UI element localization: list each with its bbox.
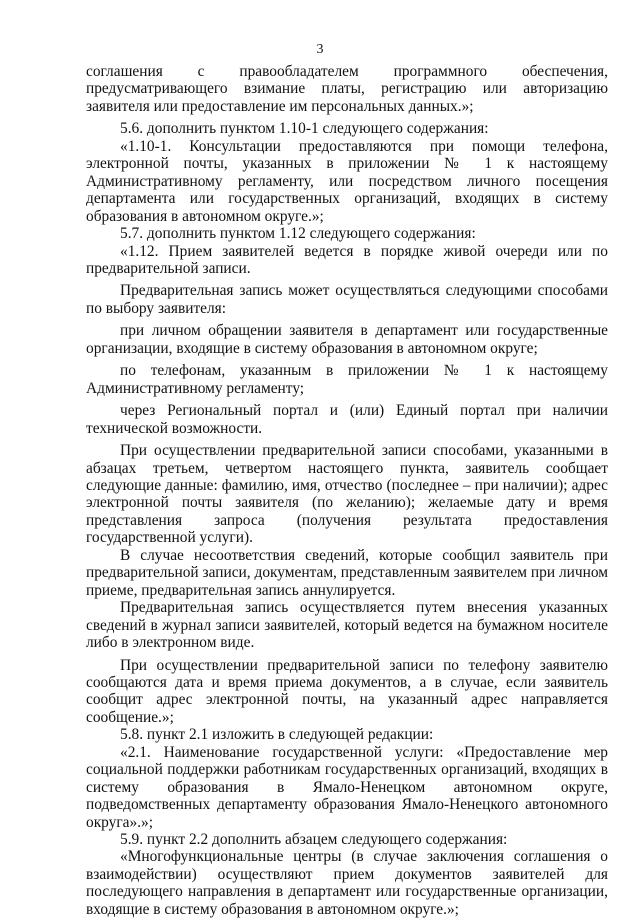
paragraph-5-6: 5.6. дополнить пунктом 1.10-1 следующего содержания:: [120, 120, 489, 138]
paragraph-portal: через Региональный портал и (или) Единый портал при наличии технической возможности.: [86, 402, 608, 437]
paragraph-continuation: соглашения с правообладателем программного обеспечения, предусматривающего взимание платы, регистрацию или авторизацию заявителя или предоставление им персональных данных.»;: [86, 63, 608, 115]
document-body: [86, 63, 608, 918]
paragraph-5-9: 5.9. пункт 2.2 дополнить абзацем следующего содержания:: [120, 831, 508, 849]
paragraph-5-8: 5.8. пункт 2.1 изложить в следующей редакции:: [120, 726, 434, 744]
paragraph-applicant-data: При осуществлении предварительной записи способами, указанными в абзацах третьем, четвертом настоящего пункта, заявитель сообщает следующие данные: фамилию, имя, отчество (последнее – при наличии); адрес электронной почты заявителя (по желанию); желаемые дату и время представления запроса (получения результата предоставления государственной услуги).: [86, 442, 608, 547]
paragraph-mfc: «Многофункциональные центры (в случае заключения соглашения о взаимодействии) осуществляют прием документов заявителей для последующего направления в департамент или государственные организации, входящие в систему образования в автономном округе.»;: [86, 848, 608, 918]
paragraph-by-phone: по телефонам, указанным в приложении № 1 к настоящему Административному регламенту;: [86, 362, 608, 397]
paragraph-2-1: «2.1. Наименование государственной услуги: «Предоставление мер социальной поддержки работникам государственных организаций, входящих в систему образования в Ямало-Ненецком автономном округе, подведомственных департаменту образования Ямало-Ненецкого автономного округа».»;: [86, 743, 608, 831]
paragraph-journal: Предварительная запись осуществляется путем внесения указанных сведений в журнал записи заявителей, который ведется на бумажном носителе либо в электронном виде.: [86, 599, 608, 652]
paragraph-mismatch: В случае несоответствия сведений, которые сообщил заявитель при предварительной записи, документам, представленным заявителем при личном приеме, предварительная запись аннулируется.: [86, 546, 608, 599]
paragraph-phone-booking: При осуществлении предварительной записи по телефону заявителю сообщаются дата и время приема документов, а в случае, если заявитель сообщит адрес электронной почты, на указанный адрес направляется сообщение.»;: [86, 656, 608, 726]
page-number: 3: [316, 42, 324, 57]
paragraph-1-10-1: «1.10-1. Консультации предоставляются при помощи телефона, электронной почты, указанных в приложении № 1 к настоящему Административному регламенту, или посредством личного посещения департамента или государственных организаций, входящих в систему образования в автономном округе.»;: [86, 137, 608, 225]
paragraph-in-person: при личном обращении заявителя в департамент или государственные организации, входящие в систему образования в автономном округе;: [86, 322, 608, 357]
paragraph-1-12: «1.12. Прием заявителей ведется в порядке живой очереди или по предварительной записи.: [86, 242, 608, 277]
paragraph-5-7: 5.7. дополнить пунктом 1.12 следующего содержания:: [120, 225, 476, 243]
paragraph-booking-methods: Предварительная запись может осуществляться следующими способами по выбору заявителя:: [86, 282, 608, 317]
